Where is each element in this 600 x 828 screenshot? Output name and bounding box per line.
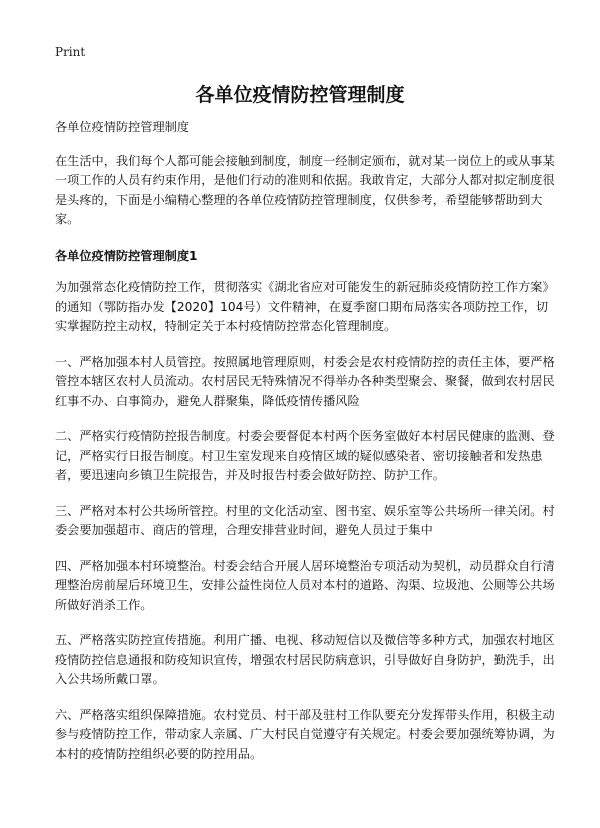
body-paragraph-3: 三、严格对本村公共场所管控。村里的文化活动室、图书室、娱乐室等公共场所一律关闭。村委会要加强超市、商店的管理，合理安排营业时间，避免人员过于集中 <box>55 503 555 537</box>
body-paragraph-preamble: 为加强常态化疫情防控工作，贯彻落实《湖北省应对可能发生的新冠肺炎疫情防控工作方案》的通知（鄂防指办发【2020】104号）文件精神，在夏季窗口期布局落实各项防控工作，切实掌握防控主动权，特制定关于本村疫情防控常态化管理制度。 <box>55 280 555 333</box>
document-title: 各单位疫情防控管理制度 <box>195 84 405 106</box>
section-heading: 各单位疫情防控管理制度1 <box>55 248 198 263</box>
body-paragraph-5: 五、严格落实防控宣传措施。利用广播、电视、移动短信以及微信等多种方式，加强农村地区疫情防控信息通报和防疫知识宣传，增强农村居民防病意识，引导做好自身防护，勤洗手，出入公共场所戴口罩。 <box>55 633 555 686</box>
body-paragraph-6: 六、严格落实组织保障措施。农村党员、村干部及驻村工作队要充分发挥带头作用，积极主动参与疫情防控工作，带动家人亲属、广大村民自觉遵守有关规定。村委会要加强统筹协调，为本村的疫情防控组织必要的防控用品。 <box>55 707 555 761</box>
print-link[interactable]: Print <box>55 45 86 59</box>
document-subtitle: 各单位疫情防控管理制度 <box>55 120 190 134</box>
body-paragraph-1: 一、严格加强本村人员管控。按照属地管理原则，村委会是农村疫情防控的责任主体，要严格管控本辖区农村人员流动。农村居民无特殊情况不得举办各种类型聚会、聚餐，做到农村居民红事不办、白事简办，避免人群聚集，降低疫情传播风险 <box>55 354 555 408</box>
document-body <box>55 118 555 780</box>
body-paragraph-2: 二、严格实行疫情防控报告制度。村委会要督促本村两个医务室做好本村居民健康的监测、登记，严格实行日报告制度。村卫生室发现来自疫情区域的疑似感染者、密切接触者和发热患者，要迅速向乡镇卫生院报告，并及时报告村委会做好防控、防护工作。 <box>55 429 555 482</box>
body-paragraph-4: 四、严格加强本村环境整治。村委会结合开展人居环境整治专项活动为契机，动员群众自行清理整治房前屋后环境卫生，安排公益性岗位人员对本村的道路、沟渠、垃圾池、公厕等公共场所做好消杀工作。 <box>55 558 555 612</box>
intro-paragraph: 在生活中，我们每个人都可能会接触到制度，制度一经制定颁布，就对某一岗位上的或从事某一项工作的人员有约束作用，是他们行动的准则和依据。我敢肯定，大部分人都对拟定制度很是头疼的，下面是小编精心整理的各单位疫情防控管理制度，仅供参考，希望能够帮助到大家。 <box>55 153 555 226</box>
